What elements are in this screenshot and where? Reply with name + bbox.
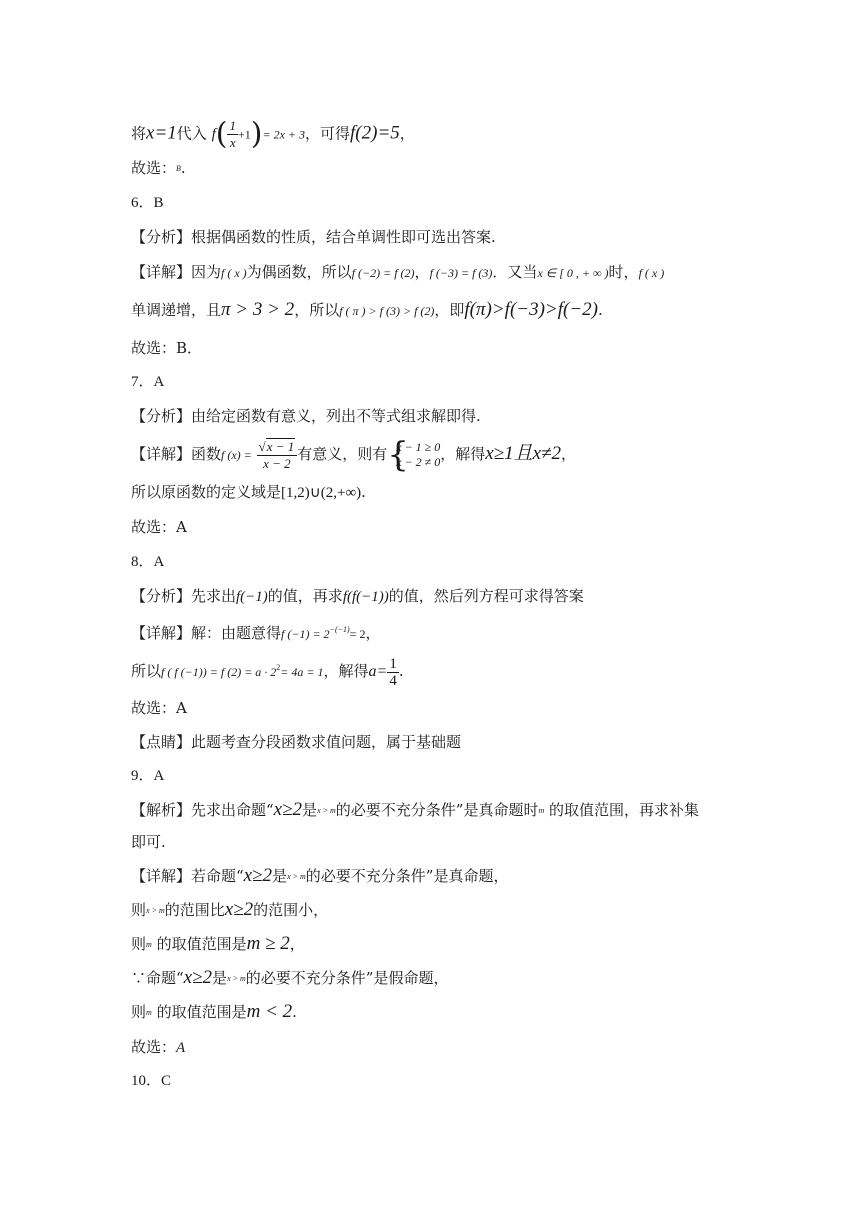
text: 【详解】函数: [131, 445, 222, 463]
math: m: [146, 940, 152, 949]
math: m: [538, 806, 545, 815]
text: 【详解】若命题“: [131, 867, 244, 885]
q7-answer: 故选：A: [131, 518, 187, 536]
sqrt-sign: √: [258, 438, 266, 454]
math: f (−2) = f (2): [351, 266, 415, 280]
text: 单调递增，且: [131, 301, 222, 319]
text: 将: [131, 124, 147, 143]
math: f(π)>f(−3)>f(−2): [464, 299, 599, 320]
math: f ( f (−1)) = f (2) = a · 2: [161, 665, 277, 679]
text: ，所以: [294, 301, 340, 319]
text: 【详解】解：由题意得: [131, 624, 282, 642]
text: 代入: [176, 124, 207, 143]
q6-number: 6．B: [131, 195, 164, 211]
math: f(f(−1)): [342, 589, 389, 605]
q8-detail-line1: [131, 620, 380, 644]
math: f ( π ) > f (3) > f (2): [339, 304, 435, 318]
text: ，即: [434, 301, 465, 319]
math-plus-1: +1: [237, 127, 251, 142]
q8-analysis: [131, 586, 584, 607]
text: ，: [365, 624, 381, 642]
q8-comment: 【点睛】此题考查分段函数求值问题，属于基础题: [131, 733, 462, 751]
text: ，解得: [323, 662, 369, 680]
math: x≥2: [224, 899, 254, 920]
text: .: [180, 159, 186, 177]
q8-number: 8．A: [131, 554, 165, 570]
math: f (−3) = f (3): [429, 266, 493, 280]
q5-answer: [131, 158, 186, 179]
text: .: [292, 1003, 297, 1021]
q6-detail-line1: [131, 262, 664, 283]
q7-number: 7．A: [131, 374, 165, 390]
answer-choice: B: [176, 164, 181, 173]
math-f: f: [211, 126, 216, 143]
math-x-equals-1: x=1: [146, 122, 177, 144]
text: ，解得: [440, 445, 486, 463]
fraction-denominator: 4: [389, 672, 397, 689]
math: x≥2: [183, 967, 213, 988]
math: m: [146, 1008, 152, 1017]
q7-domain: [131, 482, 366, 503]
system-row: x − 1 ≥ 0: [396, 440, 441, 454]
math: m < 2: [246, 1001, 293, 1022]
q6-detail-line2: [131, 297, 603, 324]
text: .: [598, 301, 603, 319]
math: x≥2: [243, 865, 273, 886]
right-paren: ): [250, 116, 263, 152]
math: x > m: [227, 974, 246, 983]
text: ，: [414, 263, 430, 281]
q9-detail-line3: [131, 934, 305, 955]
text: ∵命题“: [131, 969, 184, 987]
text: 则: [131, 1003, 147, 1021]
q8-detail-line2: [131, 648, 404, 692]
math: [1,2)∪(2,+∞): [281, 485, 362, 501]
left-paren: (: [215, 116, 228, 152]
q7-analysis: 【分析】由给定函数有意义，列出不等式组求解即得.: [131, 407, 481, 425]
text: 为偶函数，所以: [246, 263, 352, 281]
text: 则: [131, 935, 147, 953]
text: 的值，再求: [267, 587, 343, 605]
q8-answer: 故选：A: [131, 699, 187, 717]
text: ，可得: [305, 124, 351, 143]
math: x ∈ [ 0 , + ∞ ): [537, 266, 609, 280]
math: = 4a = 1: [280, 665, 324, 679]
math: x≥2: [273, 799, 303, 820]
text: 【解析】先求出命题“: [131, 801, 274, 819]
math-rhs: = 2x + 3: [262, 127, 305, 142]
q9-detail-line2: [131, 900, 328, 921]
text: ．又当: [492, 263, 538, 281]
fraction-1-over-4: [387, 656, 399, 689]
q9-detail-line4: [131, 968, 448, 989]
q9-detail-line1: [131, 866, 508, 887]
math: f(−1): [236, 589, 268, 605]
text: 的取值范围，再求补集: [549, 801, 700, 819]
math: x > m: [146, 906, 165, 915]
q9-analysis-line2: 即可.: [131, 833, 166, 851]
text: 的范围比: [164, 901, 225, 919]
text: .: [361, 483, 366, 501]
math: x > m: [287, 872, 306, 881]
fraction-1-over-x: [227, 118, 238, 151]
fraction-sqrt: [257, 439, 298, 472]
text: 的必要不充分条件”是真命题时: [335, 801, 539, 819]
text: 【详解】因为: [131, 263, 222, 281]
text: 则: [131, 901, 147, 919]
fraction-numerator: x − 1: [266, 438, 295, 454]
math: x > m: [317, 806, 336, 815]
math: π > 3 > 2: [221, 299, 295, 320]
text: 的值，然后列方程可求得答案: [388, 587, 584, 605]
answer-choice: A: [176, 1040, 186, 1056]
q5-substitution-line: [131, 118, 415, 151]
q9-analysis: [131, 800, 699, 821]
system-row: x − 2 ≠ 0: [396, 455, 441, 469]
math-exponent: −(−1): [329, 625, 350, 634]
text: 是: [302, 801, 318, 819]
text: 是: [272, 867, 288, 885]
text: 所以: [131, 662, 162, 680]
math: x≥1且x≠2: [485, 443, 562, 464]
text: ，: [399, 124, 415, 143]
math-f2-equals-5: f(2)=5: [350, 122, 400, 144]
text: 的必要不充分条件”是假命题，: [245, 969, 449, 987]
math: m ≥ 2: [246, 933, 290, 954]
math: f ( x ): [638, 266, 665, 280]
fraction-denominator: x − 2: [263, 455, 291, 471]
text: 的必要不充分条件”是真命题，: [305, 867, 509, 885]
text: .: [398, 662, 404, 680]
math-exponent: 2: [276, 663, 281, 672]
q9-number: 9．A: [131, 768, 165, 784]
text: 是: [212, 969, 228, 987]
text: 时，: [608, 263, 639, 281]
text: 有意义，则有: [297, 445, 388, 463]
q9-answer: [131, 1037, 185, 1058]
text: 故选：: [131, 159, 177, 177]
text: 的取值范围是: [156, 935, 247, 953]
fraction-numerator: 1: [389, 655, 397, 672]
left-brace: {: [387, 435, 409, 475]
text: 的范围小，: [253, 901, 329, 919]
text: 的取值范围是: [156, 1003, 247, 1021]
q6-answer: 故选：B．: [131, 339, 203, 357]
text: 故选：: [131, 1038, 177, 1056]
text: 所以原函数的定义域是: [131, 483, 282, 501]
text: 【分析】先求出: [131, 587, 237, 605]
text: ，: [561, 445, 577, 463]
math: f (−1) = 2: [281, 627, 330, 641]
q6-analysis: 【分析】根据偶函数的性质，结合单调性即可选出答案.: [131, 228, 496, 246]
fraction-numerator: 1: [229, 118, 236, 133]
math: a=: [368, 663, 388, 680]
math: f (x) =: [221, 448, 252, 462]
fraction-denominator: x: [229, 135, 236, 150]
math: = 2: [349, 627, 366, 641]
text: ，: [289, 935, 305, 953]
inequality-system: [387, 435, 441, 475]
q10-number: 10．C: [131, 1073, 172, 1089]
q9-detail-line5: [131, 1002, 297, 1023]
q7-detail-line1: [131, 436, 576, 473]
math: f ( x ): [221, 266, 247, 280]
